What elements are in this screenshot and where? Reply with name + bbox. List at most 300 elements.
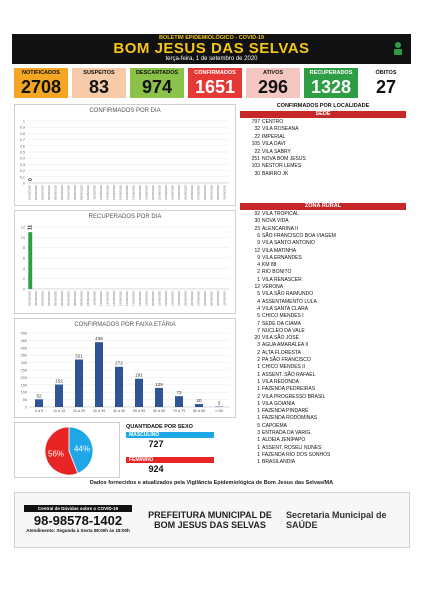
x-tick-label: 13/08/2020 bbox=[105, 291, 110, 307]
male-count: 727 bbox=[148, 439, 164, 449]
location-count: 1 bbox=[257, 276, 260, 283]
location-count: 92 bbox=[254, 211, 260, 217]
location-count: 1 bbox=[257, 408, 260, 415]
stat-confirmados bbox=[188, 68, 242, 98]
x-tick-label: 31/08/2020 bbox=[222, 291, 227, 307]
hotline-hours: Atendimento: Segunda à Sexta 08:00h às 18:00h bbox=[26, 528, 130, 533]
x-tick-label: 10/08/2020 bbox=[85, 185, 90, 201]
x-tick-label: 11/08/2020 bbox=[92, 185, 97, 200]
x-tick-label: 31/08/2020 bbox=[222, 185, 227, 201]
x-tick-label: 14/08/2020 bbox=[111, 291, 116, 307]
location-count: 9 bbox=[257, 254, 260, 261]
bulletin-date: terça-feira, 1 de setembro de 2020 bbox=[165, 56, 258, 62]
sex-pie-chart bbox=[15, 423, 121, 479]
location-name: VILA SANTO ANTONIO bbox=[262, 240, 315, 247]
location-count: 1 bbox=[257, 437, 260, 444]
stat-value: 27 bbox=[375, 77, 397, 97]
bar bbox=[28, 232, 32, 289]
stat-recuperados bbox=[304, 68, 358, 98]
x-tick-label: 50 a 59 bbox=[133, 409, 145, 413]
hotline-box bbox=[24, 505, 132, 541]
x-tick-label: 12/08/2020 bbox=[98, 185, 103, 201]
x-tick-label: 60 a 69 bbox=[153, 409, 165, 413]
x-tick-label: 22/08/2020 bbox=[164, 185, 169, 201]
x-tick-label: 18/08/2020 bbox=[138, 291, 143, 307]
location-count: 5 bbox=[257, 313, 260, 320]
age-group-panel bbox=[14, 318, 236, 418]
x-tick-label: 23/08/2020 bbox=[170, 185, 175, 201]
location-count: 5 bbox=[257, 422, 260, 429]
location-name: ASSENT. ROSELI NUNES bbox=[262, 444, 322, 451]
location-name: VILA MATINHA bbox=[262, 247, 297, 254]
x-tick-label: 17/08/2020 bbox=[131, 291, 136, 307]
location-name: NOVA BOM JESUS bbox=[262, 156, 306, 162]
female-count: 924 bbox=[148, 464, 164, 474]
bar bbox=[195, 404, 203, 407]
location-count: 32 bbox=[254, 126, 260, 133]
y-tick-label: 500 bbox=[20, 331, 27, 336]
location-name: PA SÃO FRANCISCO bbox=[262, 357, 311, 363]
x-tick-label: 40 a 49 bbox=[113, 409, 125, 413]
location-name: VILA SABRY bbox=[262, 148, 291, 155]
location-name: VILA PROGRESSO BRASIL bbox=[262, 393, 326, 400]
location-row bbox=[240, 335, 406, 342]
location-row bbox=[240, 240, 406, 247]
y-tick-label: 50 bbox=[22, 398, 27, 403]
x-tick-label: 19/08/2020 bbox=[144, 185, 149, 201]
stat-label: ÓBITOS bbox=[375, 70, 397, 76]
location-name: CHICO MENDES II bbox=[262, 364, 306, 371]
data-label: 52 bbox=[36, 393, 42, 399]
location-count: 2 bbox=[257, 349, 260, 356]
location-name: FAZENDA PEDREIRAS bbox=[262, 386, 316, 393]
y-tick-label: 200 bbox=[20, 375, 27, 380]
x-tick-label: 16/08/2020 bbox=[125, 185, 129, 201]
pie-label: 44% bbox=[73, 444, 90, 454]
location-name: IMPERIAL bbox=[262, 133, 286, 140]
location-row bbox=[240, 141, 406, 148]
x-tick-label: 03/08/2020 bbox=[40, 185, 45, 201]
x-tick-label: 08/08/2020 bbox=[72, 185, 77, 201]
location-row bbox=[240, 255, 406, 262]
x-tick-label: 17/08/2020 bbox=[131, 185, 136, 201]
bar bbox=[55, 385, 63, 407]
location-count: 30 bbox=[254, 170, 260, 177]
x-tick-label: 0 a 9 bbox=[35, 409, 43, 413]
data-label: 20 bbox=[196, 398, 202, 404]
location-name: BRASILANDIA bbox=[262, 459, 296, 466]
location-count: 1 bbox=[257, 364, 260, 371]
location-row bbox=[240, 171, 406, 178]
x-tick-label: 20/08/2020 bbox=[151, 185, 156, 201]
hotline-phone[interactable]: 98-98578-1402 bbox=[33, 513, 123, 528]
location-count: 2 bbox=[257, 357, 260, 363]
location-count: 105 bbox=[251, 141, 260, 148]
location-count: 4 bbox=[257, 305, 260, 312]
y-tick-label: 0,6 bbox=[19, 144, 25, 149]
x-tick-label: 29/08/2020 bbox=[209, 185, 214, 201]
stat-label: DESCARTADOS bbox=[135, 70, 179, 76]
location-count: 1 bbox=[257, 386, 260, 393]
x-tick-label: 08/08/2020 bbox=[72, 291, 77, 307]
x-tick-label: 02/08/2020 bbox=[33, 291, 38, 307]
location-count: 1 bbox=[257, 378, 260, 385]
location-count: 5 bbox=[257, 291, 260, 298]
pie-label: 56% bbox=[48, 449, 65, 459]
y-tick-label: 12 bbox=[20, 225, 25, 230]
x-tick-label: 10/08/2020 bbox=[85, 291, 90, 307]
location-row bbox=[240, 313, 406, 320]
stat-label: SUSPEITOS bbox=[83, 70, 115, 76]
x-tick-label: 15/08/2020 bbox=[118, 291, 123, 307]
y-tick-label: 0,2 bbox=[19, 169, 25, 174]
x-tick-label: >=90 bbox=[214, 409, 224, 413]
location-row bbox=[240, 119, 406, 126]
location-count: 1 bbox=[257, 444, 260, 451]
recovered-per-day-panel bbox=[14, 210, 236, 314]
location-name: ASSENT. SÃO RAFAEL bbox=[262, 371, 316, 378]
locations-title: CONFIRMADOS POR LOCALIDADE bbox=[276, 103, 370, 109]
x-tick-label: 25/08/2020 bbox=[183, 291, 188, 307]
location-row bbox=[240, 394, 406, 401]
location-row bbox=[240, 445, 406, 452]
y-tick-label: 0,3 bbox=[19, 162, 25, 167]
location-name: ALTA FLORESTA bbox=[262, 349, 301, 356]
sede-section-header: SEDE bbox=[240, 111, 406, 118]
page-title: BOM JESUS DAS SELVAS bbox=[113, 40, 310, 57]
sede-location-list bbox=[240, 119, 406, 179]
location-name: VILA SÃO JOSÉ bbox=[262, 335, 299, 342]
location-count: 1 bbox=[257, 451, 260, 458]
location-row bbox=[240, 149, 406, 156]
location-row bbox=[240, 357, 406, 364]
location-row bbox=[240, 379, 406, 386]
location-name: ALENCARINA II bbox=[262, 225, 298, 232]
bar bbox=[115, 367, 123, 407]
location-count: 12 bbox=[254, 247, 260, 254]
x-tick-label: 16/08/2020 bbox=[125, 291, 129, 307]
prefeitura-line-1: PREFEITURA MUNICIPAL DE bbox=[148, 510, 272, 520]
secretaria-logo bbox=[286, 510, 396, 530]
chart-title: CONFIRMADOS POR DIA bbox=[89, 108, 161, 114]
y-tick-label: 2 bbox=[22, 277, 25, 282]
stat-value: 1328 bbox=[310, 77, 352, 97]
y-tick-label: 0 bbox=[22, 181, 25, 186]
stat-label: ATIVOS bbox=[262, 70, 284, 76]
stat-ativos bbox=[246, 68, 300, 98]
y-tick-label: 0,9 bbox=[19, 125, 25, 130]
x-tick-label: 01/08/2020 bbox=[27, 291, 32, 307]
x-tick-label: 29/08/2020 bbox=[209, 291, 214, 307]
location-row bbox=[240, 401, 406, 408]
location-row bbox=[240, 226, 406, 233]
location-name: CENTRO bbox=[262, 119, 284, 125]
x-tick-label: 06/08/2020 bbox=[59, 185, 64, 201]
data-label: 438 bbox=[95, 336, 103, 342]
location-row bbox=[240, 291, 406, 298]
y-tick-label: 6 bbox=[22, 256, 25, 261]
x-tick-label: 10 a 19 bbox=[53, 409, 65, 413]
location-count: 7 bbox=[257, 327, 260, 334]
location-row bbox=[240, 342, 406, 349]
location-count: 1 bbox=[257, 371, 260, 378]
data-label: 3 bbox=[217, 400, 221, 406]
location-count: 22 bbox=[254, 148, 260, 155]
location-name: CHICO MENDES I bbox=[262, 313, 304, 320]
location-name: ALDEIA JENIPAPO bbox=[262, 437, 306, 444]
x-tick-label: 28/08/2020 bbox=[203, 291, 208, 307]
location-row bbox=[240, 269, 406, 276]
location-row bbox=[240, 452, 406, 459]
stat-value: 2708 bbox=[20, 77, 62, 97]
location-name: FAZENDA PINDARÉ bbox=[262, 408, 309, 415]
location-row bbox=[240, 134, 406, 141]
y-tick-label: 100 bbox=[20, 390, 27, 395]
location-count: 22 bbox=[254, 133, 260, 140]
sex-section-title: QUANTIDADE POR SEXO bbox=[126, 424, 193, 430]
bar bbox=[95, 342, 103, 407]
location-name: VILA RENASCER bbox=[262, 276, 302, 283]
location-name: VILA REDONDA bbox=[262, 378, 299, 385]
data-label: 73 bbox=[176, 390, 182, 396]
location-name: AGUA AMARALEA II bbox=[262, 342, 309, 349]
x-tick-label: 19/08/2020 bbox=[144, 291, 149, 307]
confirmed-per-day-panel bbox=[14, 104, 236, 206]
data-label: 191 bbox=[135, 372, 143, 378]
recovered-per-day-chart bbox=[15, 211, 237, 313]
y-tick-label: 0,5 bbox=[19, 150, 25, 155]
y-tick-label: 300 bbox=[20, 361, 27, 366]
secretaria-line-1: Secretaria Municipal de bbox=[286, 510, 387, 520]
x-tick-label: 21/08/2020 bbox=[157, 185, 162, 201]
y-tick-label: 400 bbox=[20, 346, 27, 351]
x-tick-label: 30/08/2020 bbox=[216, 291, 221, 307]
stat-value: 296 bbox=[257, 77, 289, 97]
x-tick-label: 23/08/2020 bbox=[170, 291, 175, 307]
stat-óbitos bbox=[362, 68, 410, 98]
location-name: VILA ROSEANA bbox=[262, 126, 299, 133]
source-note: Dados fornecidos e atualizados pela Vigilância Epidemiológica de Bom Jesus das Selvas/MA bbox=[89, 480, 334, 486]
prefeitura-logo bbox=[146, 510, 274, 530]
x-tick-label: 24/08/2020 bbox=[177, 185, 182, 201]
location-count: 7 bbox=[257, 320, 260, 327]
x-tick-label: 15/08/2020 bbox=[118, 185, 123, 201]
female-label-bar: FEMININO bbox=[126, 457, 214, 463]
location-name: VILA DAVI bbox=[262, 141, 286, 148]
location-count: 4 bbox=[257, 298, 260, 305]
y-tick-label: 350 bbox=[20, 353, 27, 358]
x-tick-label: 21/08/2020 bbox=[157, 291, 162, 307]
header-banner bbox=[12, 34, 411, 64]
location-count: 4 bbox=[257, 262, 260, 269]
location-count: 30 bbox=[254, 218, 260, 225]
stat-value: 974 bbox=[141, 77, 173, 97]
data-label: 321 bbox=[75, 353, 83, 359]
x-tick-label: 12/08/2020 bbox=[98, 291, 103, 307]
location-row bbox=[240, 328, 406, 335]
location-row bbox=[240, 248, 406, 255]
location-count: 2 bbox=[257, 393, 260, 400]
location-count: 6 bbox=[257, 232, 260, 239]
confirmed-per-day-chart bbox=[15, 105, 237, 205]
location-row bbox=[240, 163, 406, 170]
location-row bbox=[240, 350, 406, 357]
location-row bbox=[240, 284, 406, 291]
x-tick-label: 09/08/2020 bbox=[79, 185, 84, 201]
bulletin-kicker: BOLETIM EPIDEMIOLÓGICO - COVID-19 bbox=[158, 35, 265, 41]
data-label: 129 bbox=[155, 381, 163, 387]
location-row bbox=[240, 459, 406, 466]
y-tick-label: 150 bbox=[20, 383, 27, 388]
location-count: 2 bbox=[257, 269, 260, 276]
x-tick-label: 80 a 89 bbox=[193, 409, 205, 413]
rural-section-header: ZONA RURAL bbox=[240, 203, 406, 210]
y-tick-label: 250 bbox=[20, 368, 27, 373]
location-name: VILA GOIANIA bbox=[262, 400, 295, 407]
location-row bbox=[240, 430, 406, 437]
location-row bbox=[240, 386, 406, 393]
location-name: SEDE DA CIAMA bbox=[262, 320, 301, 327]
stat-value: 1651 bbox=[194, 77, 236, 97]
x-tick-label: 03/08/2020 bbox=[40, 291, 45, 307]
stat-label: NOTIFICADOS bbox=[22, 70, 60, 76]
bar bbox=[155, 388, 163, 407]
location-name: SÃO FRANCISCO BOA VIAGEM bbox=[262, 232, 336, 239]
stat-label: CONFIRMADOS bbox=[194, 70, 236, 76]
location-name: CAPOEMA bbox=[262, 422, 288, 429]
y-tick-label: 10 bbox=[20, 235, 25, 240]
x-tick-label: 20/08/2020 bbox=[151, 291, 156, 307]
location-count: 797 bbox=[251, 119, 260, 125]
y-tick-label: 8 bbox=[22, 246, 25, 251]
x-tick-label: 05/08/2020 bbox=[53, 291, 58, 307]
location-name: ASSENTAMENTO LULA bbox=[262, 298, 317, 305]
location-row bbox=[240, 218, 406, 225]
y-tick-label: 0,4 bbox=[19, 156, 25, 161]
location-row bbox=[240, 415, 406, 422]
bar bbox=[175, 396, 183, 407]
location-count: 9 bbox=[257, 240, 260, 247]
y-tick-label: 0 bbox=[22, 287, 25, 292]
location-row bbox=[240, 372, 406, 379]
location-row bbox=[240, 233, 406, 240]
location-name: KM 88 bbox=[262, 262, 277, 269]
location-row bbox=[240, 306, 406, 313]
location-row bbox=[240, 408, 406, 415]
sex-pie-panel bbox=[14, 422, 120, 478]
stat-label: RECUPERADOS bbox=[309, 70, 353, 76]
stat-descartados bbox=[130, 68, 184, 98]
y-tick-label: 1 bbox=[22, 119, 25, 124]
hotline-tag: Central de Dúvidas sobre o COVID-19 bbox=[24, 505, 132, 512]
location-row bbox=[240, 262, 406, 269]
x-tick-label: 24/08/2020 bbox=[177, 291, 182, 307]
location-row bbox=[240, 299, 406, 306]
bar bbox=[135, 379, 143, 407]
location-count: 1 bbox=[257, 459, 260, 466]
location-count: 12 bbox=[254, 284, 260, 290]
x-tick-label: 30/08/2020 bbox=[216, 185, 221, 201]
location-count: 103 bbox=[251, 163, 260, 170]
location-row bbox=[240, 277, 406, 284]
bar bbox=[75, 359, 83, 407]
x-tick-label: 25/08/2020 bbox=[183, 185, 188, 201]
chart-title: CONFIRMADOS POR FAIXA ETÁRIA bbox=[74, 322, 176, 328]
location-name: FAZENDA RIO DOS SONHOS bbox=[262, 451, 331, 458]
location-count: 3 bbox=[257, 430, 260, 436]
location-name: NESTOR LEMES bbox=[262, 163, 302, 170]
x-tick-label: 07/08/2020 bbox=[66, 185, 71, 201]
x-tick-label: 07/08/2020 bbox=[66, 291, 71, 307]
location-name: VILA ERNANDES bbox=[262, 254, 302, 261]
location-name: BAIRRO JK bbox=[262, 170, 289, 177]
secretaria-line-2: SAÚDE bbox=[286, 520, 318, 530]
x-tick-label: 28/08/2020 bbox=[203, 185, 208, 201]
location-name: VERONA bbox=[262, 284, 284, 290]
x-tick-label: 22/08/2020 bbox=[164, 291, 169, 307]
data-label: 272 bbox=[115, 360, 123, 366]
age-group-chart bbox=[15, 319, 237, 417]
x-tick-label: 18/08/2020 bbox=[138, 185, 143, 201]
municipal-logo-icon bbox=[391, 40, 405, 58]
location-count: 23 bbox=[254, 225, 260, 232]
male-label-bar: MASCULINO bbox=[126, 432, 214, 438]
y-tick-label: 0,1 bbox=[19, 175, 25, 180]
x-tick-label: 04/08/2020 bbox=[46, 291, 51, 307]
location-name: RIO BONITO bbox=[262, 269, 292, 276]
location-row bbox=[240, 156, 406, 163]
prefeitura-line-2: BOM JESUS DAS SELVAS bbox=[154, 520, 266, 530]
x-tick-label: 27/08/2020 bbox=[196, 185, 201, 201]
x-tick-label: 26/08/2020 bbox=[190, 185, 195, 201]
location-count: 1 bbox=[257, 415, 260, 422]
x-tick-label: 14/08/2020 bbox=[111, 185, 116, 201]
location-name: NOVA VIDA bbox=[262, 218, 289, 225]
location-name: ENTRADA DA VARIG bbox=[262, 430, 311, 436]
x-tick-label: 70 a 79 bbox=[173, 409, 185, 413]
location-row bbox=[240, 364, 406, 371]
y-tick-label: 450 bbox=[20, 338, 27, 343]
y-tick-label: 0,8 bbox=[19, 131, 25, 136]
x-tick-label: 09/08/2020 bbox=[79, 291, 84, 307]
location-count: 251 bbox=[251, 156, 260, 162]
x-tick-label: 20 a 29 bbox=[73, 409, 85, 413]
location-name: NUCLEO DA VALE bbox=[262, 327, 305, 334]
x-tick-label: 26/08/2020 bbox=[190, 291, 195, 307]
data-label: 152 bbox=[55, 378, 63, 384]
x-tick-label: 02/08/2020 bbox=[33, 185, 38, 201]
chart-title: RECUPERADOS POR DIA bbox=[88, 214, 162, 220]
x-tick-label: 27/08/2020 bbox=[196, 291, 201, 307]
data-label: 0 bbox=[27, 178, 34, 181]
x-tick-label: 30 a 39 bbox=[93, 409, 105, 413]
data-label: 11 bbox=[27, 224, 34, 231]
location-name: FAZENDA RODOMINAS bbox=[262, 415, 318, 422]
x-tick-label: 13/08/2020 bbox=[105, 185, 110, 201]
location-count: 20 bbox=[254, 335, 260, 342]
x-tick-label: 05/08/2020 bbox=[53, 185, 58, 201]
y-tick-label: 0 bbox=[24, 405, 27, 410]
rural-location-list bbox=[240, 211, 406, 467]
location-name: VILA SÃO RAIMUNDO bbox=[262, 291, 314, 298]
x-tick-label: 06/08/2020 bbox=[59, 291, 64, 307]
location-row bbox=[240, 126, 406, 133]
location-row bbox=[240, 321, 406, 328]
location-row bbox=[240, 437, 406, 444]
x-tick-label: 04/08/2020 bbox=[46, 185, 51, 201]
stat-value: 83 bbox=[88, 77, 110, 97]
location-row bbox=[240, 423, 406, 430]
